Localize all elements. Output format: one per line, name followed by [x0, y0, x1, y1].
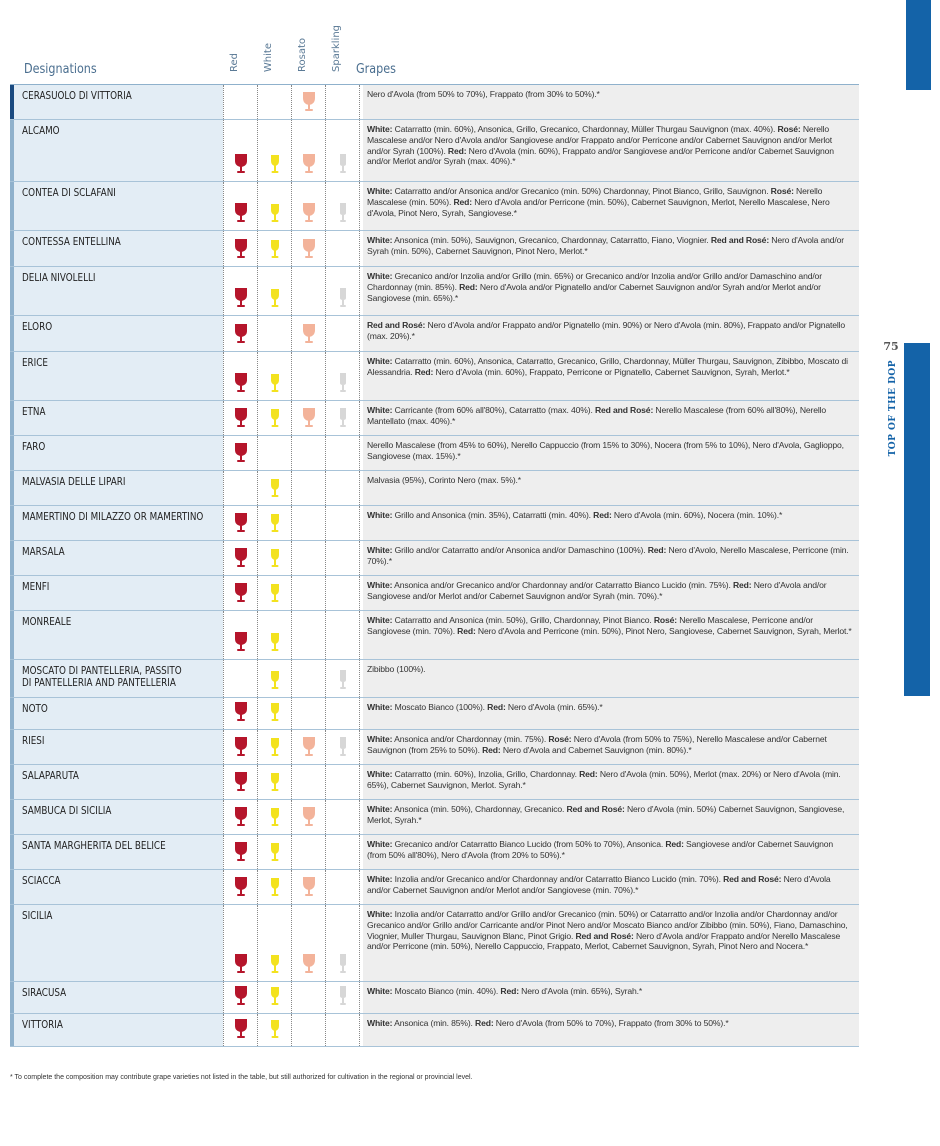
red-wine-glass-icon	[234, 442, 248, 467]
rosato-cell	[291, 436, 325, 470]
designation-name: SICILIA	[22, 909, 53, 922]
white-wine-glass-icon	[269, 876, 281, 901]
sparkling-cell	[325, 120, 360, 181]
grapes-cell	[363, 120, 859, 181]
designation-cell	[10, 905, 223, 981]
designation-name: CONTESSA ENTELLINA	[22, 235, 121, 248]
sparkling-cell	[325, 576, 360, 610]
rosato-cell	[291, 401, 325, 435]
sparkling-cell	[325, 1014, 360, 1046]
white-cell	[257, 576, 291, 610]
grapes-text: White: Grecanico and/or Inzolia and/or Grillo (min. 65%) or Grecanico and/or Inzolia and/or Grillo and/or Damaschino and/or Chardonnay (min. 85%). Red: Nero d'Avola and/or Pignatello and/or Cabernet Sauvignon and/or Syrah and/or Merlot and/or Sangiovese (min. 65%).*	[367, 271, 822, 303]
rosato-cell	[291, 541, 325, 575]
white-cell	[257, 182, 291, 230]
white-cell	[257, 352, 291, 400]
grapes-text: Nerello Mascalese (from 45% to 60%), Nerello Cappuccio (from 15% to 30%), Nocera (from 5% to 10%), Nero d'Avola, Gaglioppo, Sangiovese (max. 15%).*	[367, 440, 844, 461]
sparkling-cell	[325, 982, 360, 1013]
grapes-text: White: Grillo and/or Catarratto and/or Ansonica and/or Damaschino (100%). Red: Nero d'Avolo, Nerello Mascalese, Perricone (min. 70%).*	[367, 545, 849, 566]
page-number: 75	[883, 340, 899, 353]
white-wine-glass-icon	[269, 953, 281, 978]
rosato-cell	[291, 267, 325, 315]
white-wine-glass-icon	[269, 806, 281, 831]
white-wine-glass-icon	[269, 736, 281, 761]
red-cell	[223, 870, 257, 904]
designations-header: Designations	[24, 62, 97, 77]
white-cell	[257, 905, 291, 981]
white-cell	[257, 730, 291, 764]
grapes-text: White: Grillo and Ansonica (min. 35%), Catarratti (min. 40%). Red: Nero d'Avola (min. 60%), Nocera (min. 10%).*	[367, 510, 783, 520]
red-cell	[223, 905, 257, 981]
red-cell	[223, 316, 257, 351]
red-wine-glass-icon	[234, 153, 248, 178]
designation-cell	[10, 352, 223, 400]
designation-name: CONTEA DI SCLAFANI	[22, 186, 116, 199]
grapes-text: White: Moscato Bianco (100%). Red: Nero d'Avola (min. 65%).*	[367, 702, 603, 712]
designation-cell	[10, 660, 223, 697]
sparkling-cell	[325, 401, 360, 435]
designation-name: MAMERTINO DI MILAZZO OR MAMERTINO	[22, 510, 204, 523]
red-cell	[223, 436, 257, 470]
red-wine-glass-icon	[234, 238, 248, 263]
red-cell	[223, 698, 257, 729]
designation-name: MENFI	[22, 580, 50, 593]
rosato-wine-glass-icon	[302, 953, 316, 978]
white-wine-glass-icon	[269, 547, 281, 572]
white-wine-glass-icon	[269, 477, 281, 502]
rosato-wine-glass-icon	[302, 323, 316, 348]
designation-name: VITTORIA	[22, 1018, 63, 1031]
grapes-cell	[363, 835, 859, 869]
rosato-cell	[291, 231, 325, 266]
red-wine-glass-icon	[234, 582, 248, 607]
grapes-text: White: Ansonica (min. 50%), Sauvignon, Grecanico, Chardonnay, Catarratto, Fiano, Viognier. Red and Rosé: Nero d'Avola and/or Syrah (min. 50%), Cabernet Sauvignon, Pinot Nero, Merlot.*	[367, 235, 844, 256]
designation-name: SIRACUSA	[22, 986, 67, 999]
red-wine-glass-icon	[234, 323, 248, 348]
grapes-cell	[363, 471, 859, 505]
table-row	[10, 120, 859, 182]
grapes-cell	[363, 1014, 859, 1046]
table-row	[10, 541, 859, 576]
rosato-cell	[291, 660, 325, 697]
designation-cell	[10, 85, 223, 119]
white-cell	[257, 982, 291, 1013]
sparkling-cell	[325, 85, 360, 119]
red-cell	[223, 231, 257, 266]
designation-name: ELORO	[22, 320, 53, 333]
rosato-wine-glass-icon	[302, 806, 316, 831]
red-wine-glass-icon	[234, 876, 248, 901]
grapes-cell	[363, 316, 859, 351]
designations-table	[10, 84, 859, 1047]
designation-name: ALCAMO	[22, 124, 60, 137]
rosato-cell	[291, 471, 325, 505]
designation-name: DI PANTELLERIA AND PANTELLERIA	[22, 676, 176, 689]
table-row	[10, 471, 859, 506]
table-row	[10, 436, 859, 471]
white-wine-glass-icon	[269, 701, 281, 726]
red-cell	[223, 730, 257, 764]
grapes-cell	[363, 982, 859, 1013]
table-row	[10, 401, 859, 436]
sparkling-wine-glass-icon	[337, 287, 349, 312]
red-wine-glass-icon	[234, 547, 248, 572]
red-wine-glass-icon	[234, 701, 248, 726]
white-column-header: White	[263, 42, 274, 72]
designation-cell	[10, 982, 223, 1013]
designation-cell	[10, 1014, 223, 1046]
table-row	[10, 660, 859, 698]
white-cell	[257, 870, 291, 904]
designation-name: RIESI	[22, 734, 45, 747]
rosato-wine-glass-icon	[302, 407, 316, 432]
grapes-cell	[363, 905, 859, 981]
white-cell	[257, 436, 291, 470]
rosato-cell	[291, 611, 325, 659]
sparkling-cell	[325, 660, 360, 697]
designation-name: CERASUOLO DI VITTORIA	[22, 89, 132, 102]
sparkling-cell	[325, 267, 360, 315]
sparkling-cell	[325, 316, 360, 351]
red-wine-glass-icon	[234, 512, 248, 537]
red-wine-glass-icon	[234, 1018, 248, 1043]
red-wine-glass-icon	[234, 736, 248, 761]
rosato-cell	[291, 800, 325, 834]
grapes-cell	[363, 182, 859, 230]
grapes-cell	[363, 800, 859, 834]
grapes-text: Malvasia (95%), Corinto Nero (max. 5%).*	[367, 475, 521, 485]
red-cell	[223, 982, 257, 1013]
grapes-cell	[363, 401, 859, 435]
white-wine-glass-icon	[269, 669, 281, 694]
designation-cell	[10, 541, 223, 575]
designation-cell	[10, 316, 223, 351]
grapes-text: White: Inzolia and/or Catarratto and/or Grillo and/or Grecanico (min. 50%) or Catarratto and/or Inzolia and/or Chardonnay and/or Grecanico and/or Grillo and/or Carricante and/or Pinot Nero and/or Moscato Bianco and/or Zibibbo (min. 50%), Fiano, Damaschino, Viognier, Muller Thurgau, Sauvignon Blanc, Pinot Grigio. Red and Rosé: Nero d'Avola and/or Frappato and/or Nerello Mascalese and/or Perricone (min. 50%), Nerello Cappuccio, Frappato, Merlot, Cabernet Sauvignon, Syrah, Pinot Nero and Nocera.*	[367, 909, 848, 952]
designation-cell	[10, 231, 223, 266]
grapes-cell	[363, 436, 859, 470]
white-wine-glass-icon	[269, 512, 281, 537]
grapes-cell	[363, 267, 859, 315]
table-row	[10, 611, 859, 660]
red-cell	[223, 611, 257, 659]
white-cell	[257, 765, 291, 799]
grapes-cell	[363, 698, 859, 729]
rosato-cell	[291, 85, 325, 119]
grapes-text: White: Catarratto and Ansonica (min. 50%), Grillo, Chardonnay, Pinot Bianco. Rosé: Nerello Mascalese, Perricone and/or Sangiovese (min. 70%). Red: Nero d'Avola and Perricone (min. 50%), Pinot Nero, Sangiovese, Cabernet Sauvignon, Syrah, Merlot.*	[367, 615, 852, 636]
red-wine-glass-icon	[234, 841, 248, 866]
designation-cell	[10, 506, 223, 540]
red-wine-glass-icon	[234, 372, 248, 397]
grapes-text: White: Ansonica (min. 85%). Red: Nero d'Avola (from 50% to 70%), Frappato (from 30% to 50%).*	[367, 1018, 729, 1028]
sparkling-cell	[325, 765, 360, 799]
designation-name: MOSCATO DI PANTELLERIA, PASSITO	[22, 664, 182, 677]
grapes-cell	[363, 541, 859, 575]
red-cell	[223, 401, 257, 435]
rosato-column-header: Rosato	[297, 38, 308, 72]
grapes-text: White: Ansonica and/or Grecanico and/or Chardonnay and/or Catarratto Bianco Lucido (min. 75%). Red: Nero d'Avola and/or Sangiovese and/or Merlot and/or Cabernet Sauvignon and/or Syrah (min. 70%).*	[367, 580, 827, 601]
grapes-text: White: Catarratto (min. 60%), Inzolia, Grillo, Chardonnay. Red: Nero d'Avola (min. 50%), Merlot (max. 20%) or Nero d'Avola (min. 65%), Cabernet Sauvignon, Merlot. Syrah.*	[367, 769, 841, 790]
sparkling-cell	[325, 611, 360, 659]
section-title: TOP OF THE DOP	[888, 360, 898, 457]
table-row	[10, 698, 859, 730]
rosato-wine-glass-icon	[302, 153, 316, 178]
sparkling-cell	[325, 800, 360, 834]
table-row	[10, 905, 859, 982]
sparkling-cell	[325, 471, 360, 505]
sparkling-cell	[325, 436, 360, 470]
table-row	[10, 800, 859, 835]
grapes-text: White: Catarratto (min. 60%), Ansonica, Catarratto, Grecanico, Grillo, Chardonnay, Müller Thurgau, Sauvignon, Zibibbo, Moscato di Alessandria. Red: Nero d'Avola (min. 60%), Frappato, Perricone or Pignatello, Cabernet Sauvignon, Syrah, Merlot.*	[367, 356, 848, 377]
red-cell	[223, 660, 257, 697]
rosato-cell	[291, 870, 325, 904]
designation-cell	[10, 267, 223, 315]
rosato-cell	[291, 576, 325, 610]
designation-cell	[10, 870, 223, 904]
designation-name: DELIA NIVOLELLI	[22, 271, 96, 284]
grapes-cell	[363, 85, 859, 119]
sparkling-wine-glass-icon	[337, 407, 349, 432]
white-cell	[257, 231, 291, 266]
grapes-cell	[363, 870, 859, 904]
white-cell	[257, 471, 291, 505]
red-cell	[223, 506, 257, 540]
white-cell	[257, 541, 291, 575]
grapes-text: White: Catarratto (min. 60%), Ansonica, Grillo, Grecanico, Chardonnay, Müller Thurgau Sauvignon (max. 40%). Rosé: Nerello Mascalese and/or Nero d'Avola and/or Sangiovese and/or Frappato and/or Perricone and/or Cabernet Sauvignon and/or Merlot and/or Syrah (100%). Red: Nero d'Avola (min. 60%), Frappato and/or Sangiovese and/or Perricone and/or Cabernet Sauvignon and/or Merlot and/or Syrah (max. 40%).*	[367, 124, 834, 167]
sparkling-cell	[325, 352, 360, 400]
section-side-tab	[904, 343, 930, 696]
red-cell	[223, 120, 257, 181]
sparkling-wine-glass-icon	[337, 669, 349, 694]
designation-name: MARSALA	[22, 545, 65, 558]
sparkling-cell	[325, 506, 360, 540]
table-header	[0, 0, 900, 84]
sparkling-wine-glass-icon	[337, 153, 349, 178]
designation-cell	[10, 120, 223, 181]
red-cell	[223, 1014, 257, 1046]
white-cell	[257, 120, 291, 181]
table-row	[10, 835, 859, 870]
rosato-wine-glass-icon	[302, 238, 316, 263]
red-wine-glass-icon	[234, 631, 248, 656]
sparkling-wine-glass-icon	[337, 953, 349, 978]
red-column-header: Red	[229, 53, 240, 72]
grapes-text: White: Ansonica (min. 50%), Chardonnay, Grecanico. Red and Rosé: Nero d'Avola (min. 50%) Cabernet Sauvignon, Sangiovese, Merlot, Syrah.*	[367, 804, 845, 825]
grapes-text: White: Grecanico and/or Catarratto Bianco Lucido (from 50% to 70%), Ansonica. Red: Sangiovese and/or Cabernet Sauvignon (from 50% all'80%), Nero d'Avola (from 20% to 50%).*	[367, 839, 834, 860]
designation-cell	[10, 576, 223, 610]
white-wine-glass-icon	[269, 153, 281, 178]
top-accent-bar	[906, 0, 931, 90]
rosato-cell	[291, 1014, 325, 1046]
white-wine-glass-icon	[269, 372, 281, 397]
grapes-cell	[363, 611, 859, 659]
red-wine-glass-icon	[234, 985, 248, 1010]
table-row	[10, 316, 859, 352]
table-row	[10, 352, 859, 401]
table-row	[10, 982, 859, 1014]
grapes-text: Zibibbo (100%).	[367, 664, 426, 674]
sparkling-cell	[325, 698, 360, 729]
designation-cell	[10, 436, 223, 470]
white-cell	[257, 835, 291, 869]
designation-name: ERICE	[22, 356, 48, 369]
red-wine-glass-icon	[234, 287, 248, 312]
designation-cell	[10, 730, 223, 764]
white-wine-glass-icon	[269, 287, 281, 312]
designation-cell	[10, 471, 223, 505]
white-cell	[257, 1014, 291, 1046]
sparkling-cell	[325, 730, 360, 764]
table-row	[10, 870, 859, 905]
red-cell	[223, 541, 257, 575]
white-wine-glass-icon	[269, 631, 281, 656]
rosato-cell	[291, 698, 325, 729]
designation-cell	[10, 765, 223, 799]
footnote: * To complete the composition may contribute grape varieties not listed in the table, but still authorized for cultivation in the regional or provincial level.	[10, 1074, 473, 1081]
red-cell	[223, 835, 257, 869]
white-cell	[257, 85, 291, 119]
rosato-cell	[291, 506, 325, 540]
table-row	[10, 182, 859, 231]
red-wine-glass-icon	[234, 771, 248, 796]
sparkling-wine-glass-icon	[337, 372, 349, 397]
designation-name: SCIACCA	[22, 874, 61, 887]
white-wine-glass-icon	[269, 771, 281, 796]
grapes-cell	[363, 576, 859, 610]
designation-name: MALVASIA DELLE LIPARI	[22, 475, 126, 488]
grapes-cell	[363, 765, 859, 799]
red-cell	[223, 800, 257, 834]
white-wine-glass-icon	[269, 985, 281, 1010]
white-wine-glass-icon	[269, 407, 281, 432]
rosato-cell	[291, 182, 325, 230]
red-cell	[223, 765, 257, 799]
grapes-cell	[363, 660, 859, 697]
sparkling-wine-glass-icon	[337, 736, 349, 761]
table-row	[10, 576, 859, 611]
rosato-cell	[291, 835, 325, 869]
white-wine-glass-icon	[269, 1018, 281, 1043]
grapes-header: Grapes	[356, 62, 396, 77]
rosato-cell	[291, 730, 325, 764]
rosato-wine-glass-icon	[302, 876, 316, 901]
grapes-text: Nero d'Avola (from 50% to 70%), Frappato (from 30% to 50%).*	[367, 89, 600, 99]
white-cell	[257, 611, 291, 659]
rosato-wine-glass-icon	[302, 736, 316, 761]
grapes-cell	[363, 231, 859, 266]
designation-name: SANTA MARGHERITA DEL BELICE	[22, 839, 166, 852]
sparkling-wine-glass-icon	[337, 985, 349, 1010]
grapes-cell	[363, 730, 859, 764]
rosato-cell	[291, 982, 325, 1013]
grapes-text: White: Carricante (from 60% all'80%), Catarratto (max. 40%). Red and Rosé: Nerello Mascalese (from 60% all'80%), Nerello Mantellato (max. 40%).*	[367, 405, 827, 426]
table-row	[10, 85, 859, 120]
designation-name: NOTO	[22, 702, 48, 715]
red-cell	[223, 182, 257, 230]
red-cell	[223, 471, 257, 505]
red-cell	[223, 85, 257, 119]
designation-cell	[10, 182, 223, 230]
sparkling-cell	[325, 835, 360, 869]
table-row	[10, 730, 859, 765]
rosato-wine-glass-icon	[302, 91, 316, 116]
white-cell	[257, 698, 291, 729]
rosato-cell	[291, 905, 325, 981]
grapes-text: White: Moscato Bianco (min. 40%). Red: Nero d'Avola (min. 65%), Syrah.*	[367, 986, 643, 996]
red-wine-glass-icon	[234, 806, 248, 831]
sparkling-cell	[325, 541, 360, 575]
white-wine-glass-icon	[269, 841, 281, 866]
grapes-text: White: Catarratto and/or Ansonica and/or Grecanico (min. 50%) Chardonnay, Pinot Bianco, Grillo, Sauvignon. Rosé: Nerello Mascalese (min. 50%). Red: Nero d'Avola and/or Perricone (min. 50%), Cabernet Sauvignon, Merlot, Nerello Mascalese, Nero d'Avola, Pinot Nero, Syrah, Sangiovese.*	[367, 186, 830, 218]
table-row	[10, 506, 859, 541]
rosato-cell	[291, 352, 325, 400]
white-cell	[257, 506, 291, 540]
sparkling-cell	[325, 870, 360, 904]
red-cell	[223, 352, 257, 400]
grapes-cell	[363, 352, 859, 400]
grapes-text: White: Inzolia and/or Grecanico and/or Chardonnay and/or Catarratto Bianco Lucido (min. 70%). Red and Rosé: Nero d'Avola and/or Cabernet Sauvignon and/or Merlot and/or Sangiovese (min. 70%).*	[367, 874, 831, 895]
sparkling-cell	[325, 905, 360, 981]
table-row	[10, 1014, 859, 1047]
designation-name: SALAPARUTA	[22, 769, 79, 782]
grapes-text: White: Ansonica and/or Chardonnay (min. 75%). Rosé: Nero d'Avola (from 50% to 75%), Nerello Mascalese and/or Cabernet Sauvignon (from 25% to 50%). Red: Nero d'Avola and Cabernet Sauvignon (min. 80%).*	[367, 734, 827, 755]
white-cell	[257, 660, 291, 697]
white-wine-glass-icon	[269, 582, 281, 607]
designation-cell	[10, 800, 223, 834]
rosato-wine-glass-icon	[302, 202, 316, 227]
designation-name: FARO	[22, 440, 46, 453]
white-wine-glass-icon	[269, 202, 281, 227]
red-wine-glass-icon	[234, 953, 248, 978]
grapes-cell	[363, 506, 859, 540]
designation-cell	[10, 401, 223, 435]
red-wine-glass-icon	[234, 407, 248, 432]
rosato-cell	[291, 765, 325, 799]
table-row	[10, 267, 859, 316]
designation-cell	[10, 698, 223, 729]
sparkling-wine-glass-icon	[337, 202, 349, 227]
grapes-text: Red and Rosé: Nero d'Avola and/or Frappato and/or Pignatello (min. 90%) or Nero d'Avola (min. 80%), Frappato and/or Pignatello (max. 20%).*	[367, 320, 845, 341]
sparkling-cell	[325, 182, 360, 230]
designation-name: MONREALE	[22, 615, 72, 628]
rosato-cell	[291, 120, 325, 181]
red-cell	[223, 267, 257, 315]
red-wine-glass-icon	[234, 202, 248, 227]
sparkling-cell	[325, 231, 360, 266]
red-cell	[223, 576, 257, 610]
white-cell	[257, 267, 291, 315]
designation-cell	[10, 611, 223, 659]
designation-name: SAMBUCA DI SICILIA	[22, 804, 112, 817]
designation-name: ETNA	[22, 405, 46, 418]
designation-cell	[10, 835, 223, 869]
white-wine-glass-icon	[269, 238, 281, 263]
sparkling-column-header: Sparkling	[331, 25, 342, 72]
white-cell	[257, 316, 291, 351]
white-cell	[257, 800, 291, 834]
white-cell	[257, 401, 291, 435]
table-row	[10, 765, 859, 800]
rosato-cell	[291, 316, 325, 351]
table-row	[10, 231, 859, 267]
